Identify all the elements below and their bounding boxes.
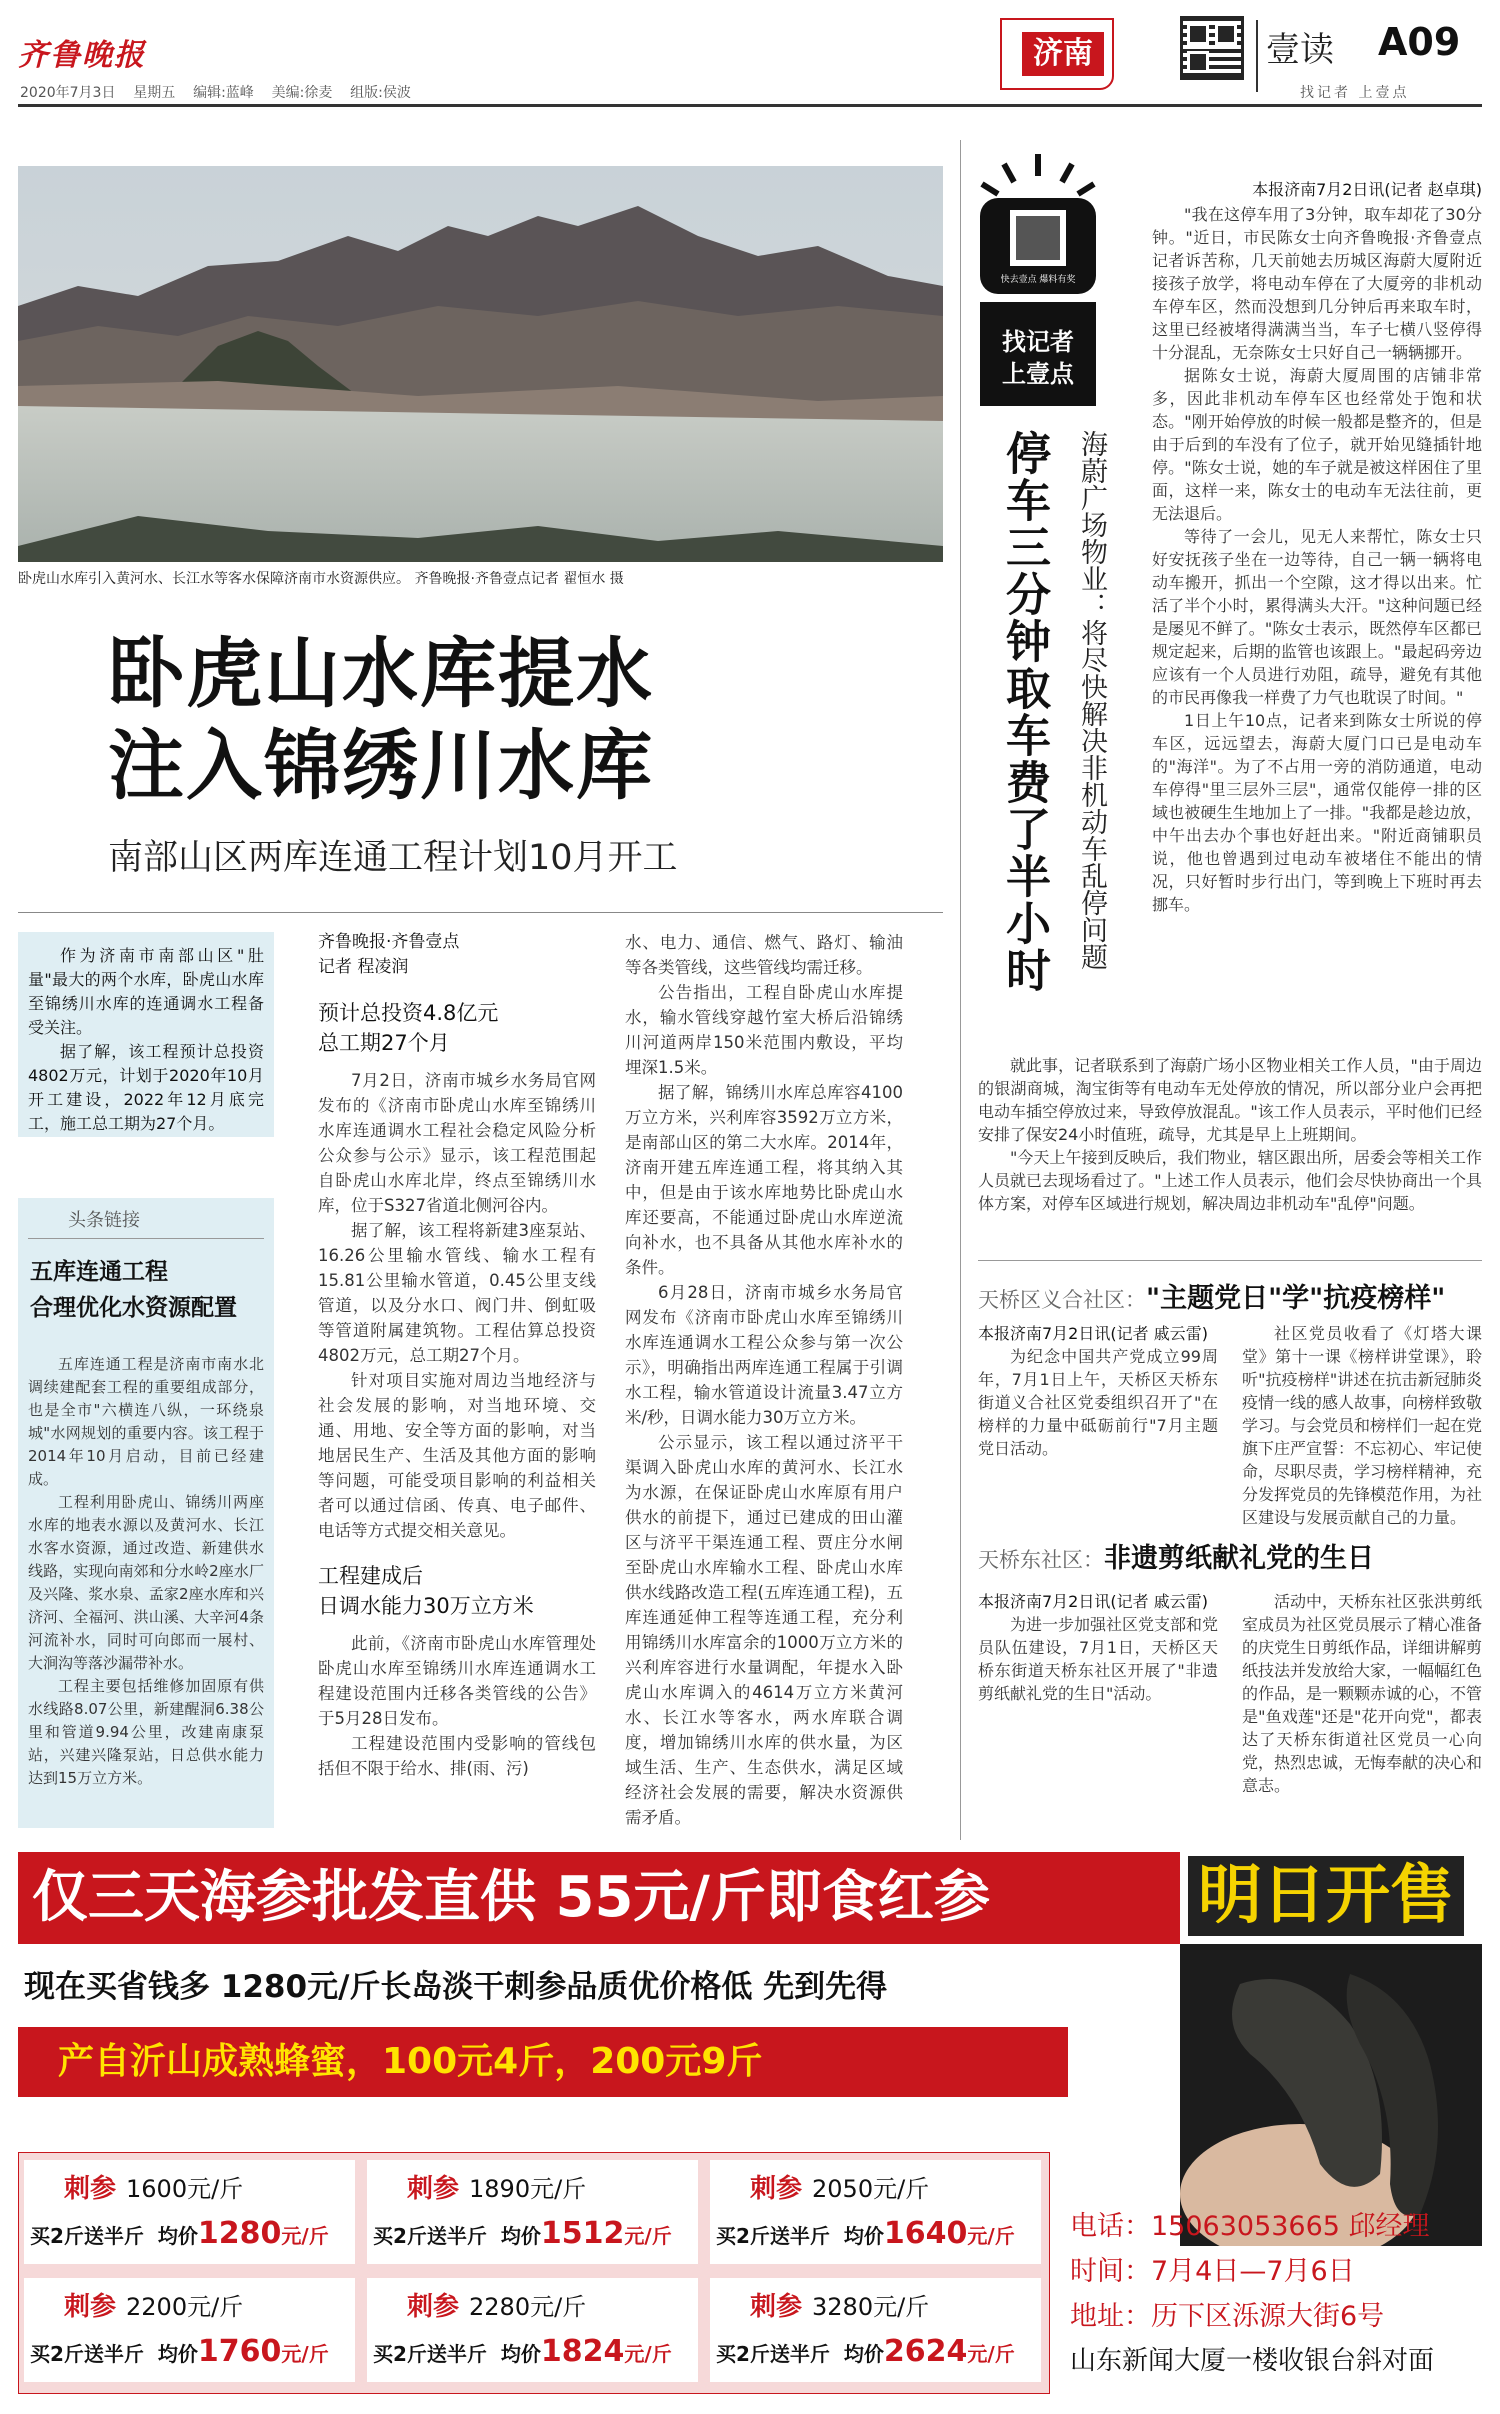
avg-unit: 元/斤 [281,2342,329,2366]
community-news-2-title [978,1536,1374,1575]
page-section-name: 壹读 [1266,30,1334,70]
avg-label: 均价 [157,2342,198,2366]
lead-paragraph-2: 据了解，该工程预计总投资4802万元，计划于2020年10月开工建设，2022年12月底完工，施工总工期为27个月。 [28,1042,264,1133]
related-paragraph-1: 五库连通工程是济南市南水北调续建配套工程的重要组成部分，也是全市"六横连八纵，一环绕泉城"水网规划的重要内容。该工程于2014年10月启动，目前已经建成。 [28,1355,264,1488]
community-news-1-col-2 [1242,1322,1482,1529]
avg-price: 1640 [883,2216,968,2251]
side-paragraph: 就此事，记者联系到了海蔚广场小区物业相关工作人员，"由于周边的银湖商城，淘宝街等有电动车无处停放的情况，所以部分业户会再把电动车插空停放过来，导致停放混乱。"该工作人员表示，平时他们已经安排了保安24小时值班，疏导，尤其是早上上班期间。 [978,1056,1482,1144]
avg-price: 2624 [883,2334,968,2369]
promo-text: 买2斤送半斤 [716,2224,830,2248]
related-link-title [30,1254,237,1326]
related-paragraph-2: 工程利用卧虎山、锦绣川两座水库的地表水源以及黄河水、长江水客水资源，通过改造、新建供水线路，实现向南郊和分水岭2座水厂及兴隆、浆水泉、孟家2座水库和兴济河、全福河、洪山溪、大辛河4条河流补水，同时可向郎而一展村、大涧沟等落沙漏带补水。 [28,1493,264,1672]
price-cell-bottom [30,2216,329,2251]
landscape-image [18,166,943,562]
related-link-label: 头条链接 [68,1210,140,1231]
qr-caption: 快去壹点 爆料有奖 [1000,275,1076,285]
subhead-1-line-1: 预计总投资4.8亿元 [318,1001,499,1025]
issue-weekday: 星期五 [133,85,176,101]
avg-unit: 元/斤 [967,2224,1015,2248]
main-headline [108,628,654,812]
byline-reporter: 记者 程凌润 [318,957,409,977]
avg-price: 1824 [540,2334,625,2369]
news2-prefix: 天桥东社区： [978,1548,1104,1572]
promo-text: 买2斤送半斤 [373,2224,487,2248]
ad-address: 地址：历下区泺源大街6号 [1070,2301,1385,2332]
price-cell [710,2160,1041,2264]
price-cell-top [64,2168,243,2205]
ad-line-3: 产自沂山成熟蜂蜜，100元4斤，200元9斤 [58,2041,763,2082]
side-paragraph: 1日上午10点，记者来到陈女士所说的停车区，远远望去，海蔚大厦门口已是电动车的"海洋"。为了不占用一旁的消防通道，电动车停得"里三层外三层"，通常仅能停一排的区域也被硬生生地加上了一排。"我都是趁边放，中午出去办个事也好赶出来。"附近商铺职员说，他也曾遇到过电动车被堵住不能出的情况，只好暂时步行出门，等到晚上下班时再去挪车。 [1152,711,1482,914]
product-name: 刺参 [407,2174,460,2204]
main-subhead: 南部山区两库连通工程计划10月开工 [108,838,678,878]
price-cell-top [750,2168,929,2205]
related-title-line-2: 合理优化水资源配置 [30,1295,237,1321]
body-paragraph: 此前，《济南市卧虎山水库管理处卧虎山水库至锦绣川水库连通调水工程建设范围内迁移各类管线的公告》于5月28日发布。 [318,1634,596,1728]
side-story-bottom [978,1054,1482,1215]
ad-address-2: 山东新闻大厦一楼收银台斜对面 [1070,2346,1435,2376]
ad-headline: 仅三天海参批发直供 55元/斤即食红参 [32,1865,990,1930]
news1-prefix: 天桥区义合社区： [978,1288,1146,1312]
side-paragraph: "我在这停车用了3分钟，取车却花了30分钟。"近日，市民陈女士向齐鲁晚报·齐鲁壹点记者诉苦称，几天前她去历城区海蔚大厦附近接孩子放学，将电动车停在了大厦旁的非机动车停车区，然而没想到几分钟后再来取车时，这里已经被堵得满满当当，车子七横八竖停得十分混乱，无奈陈女士只好自己一辆辆挪开。 [1152,205,1482,362]
main-column-2 [318,930,596,1781]
price-cell [24,2160,355,2264]
community-news-2-col-1 [978,1590,1218,1705]
avg-unit: 元/斤 [624,2342,672,2366]
section-badge [1000,18,1114,90]
avg-price: 1512 [540,2216,625,2251]
product-name: 刺参 [64,2292,117,2322]
issue-info [20,82,411,102]
reservoir-photo [18,166,943,562]
product-name: 刺参 [64,2174,117,2204]
subhead-2-line-1: 工程建成后 [318,1564,423,1588]
price-cell [710,2278,1041,2382]
price-cell-bottom [373,2216,672,2251]
product-price: 1890元/斤 [469,2175,587,2203]
advertisement [18,1852,1482,2400]
body-paragraph: 6月28日，济南市城乡水务局官网发布《济南市卧虎山水库至锦绣川水库连通调水工程公众参与第一次公示》，明确指出两库连通工程属于引调水工程，输水管道设计流量3.47立方米/秒，日调水能力30万立方米。 [625,1283,903,1427]
avg-label: 均价 [500,2342,541,2366]
side-paragraph: 等待了一会儿，见无人来帮忙，陈女士只好安抚孩子坐在一边等待，自己一辆一辆将电动车搬开，抓出一个空隙，这才得以出来。忙活了半个小时，累得满头大汗。"这种问题已经是屡见不鲜了。"陈女士表示，既然停车区都已规定起来，后期的监管也该跟上。"最起码旁边应该有一个人员进行劝阻，疏导，避免有其他的市民再像我一样费了力气也耽误了时间。" [1152,527,1482,707]
community-news-2-col-2 [1242,1590,1482,1797]
lead-paragraph: 作为济南市南部山区"肚量"最大的两个水库，卧虎山水库至锦绣川水库的连通调水工程备受关注。 [28,946,264,1037]
ad-contact [1070,2204,1480,2384]
community-news-1-title [978,1276,1445,1315]
news1-paragraph: 为纪念中国共产党成立99周年，7月1日上午，天桥区天桥东街道义合社区党委组织召开了"在榜样的力量中砥砺前行"7月主题党日活动。 [978,1347,1218,1458]
main-column-3 [625,930,903,1830]
section-subhead-2 [318,1561,596,1621]
body-paragraph: 工程建设范围内受影响的管线包括但不限于给水、排(雨、污) [318,1734,596,1778]
avg-price: 1760 [197,2334,282,2369]
promo-text: 买2斤送半斤 [716,2342,830,2366]
news1-dateline: 本报济南7月2日讯(记者 戚云雷) [978,1324,1208,1343]
newspaper-logo: 齐鲁晚报 [18,38,146,73]
price-cell [24,2278,355,2382]
body-paragraph: 7月2日，济南市城乡水务局官网发布的《济南市卧虎山水库至锦绣川水库连通调水工程社会稳定风险分析公众参与公示》显示，该工程范围起自卧虎山水库北岸，终点至锦绣川水库，位于S327省道北侧河谷内。 [318,1071,596,1215]
body-paragraph: 据了解，锦绣川水库总库容4100万立方米，兴利库容3592万立方米，是南部山区的第二大水库。2014年，济南开建五库连通工程，将其纳入其中，但是由于该水库地势比卧虎山水库还要高，不能通过卧虎山水库逆流向补水，也不具备从其他水库补水的条件。 [625,1083,903,1277]
price-cell [367,2278,698,2382]
page-number: A09 [1378,20,1461,64]
section-subhead-1 [318,998,596,1058]
product-name: 刺参 [750,2174,803,2204]
ad-badge: 明日开售 [1188,1856,1464,1936]
promo-text: 买2斤送半斤 [30,2342,144,2366]
price-cell [367,2160,698,2264]
avg-unit: 元/斤 [281,2224,329,2248]
price-cell-bottom [716,2334,1015,2369]
headline-line-2: 注入锦绣川水库 [108,721,654,810]
side-dateline: 本报济南7月2日讯(记者 赵卓琪) [1252,180,1482,199]
headline-line-1: 卧虎山水库提水 [108,629,654,718]
lead-box [18,932,274,1137]
issue-date: 2020年7月3日 [20,85,116,101]
designer-credit: 美编:徐麦 [271,85,333,101]
ad-product-photo [1180,1944,1482,2246]
side-paragraph: "今天上午接到反映后，我们物业，辖区跟出所，居委会等相关工作人员就已去现场看过了。"上述工作人员表示，他们会尽快协商出一个具体方案，对停车区域进行规划，解决周边非机动车"乱停"问题。 [978,1148,1482,1213]
promo-text: 买2斤送半斤 [30,2224,144,2248]
masthead-rule [18,104,1482,107]
side-story-title: 停车三分钟取车费了半小时 [998,430,1051,994]
product-name: 刺参 [750,2292,803,2322]
body-paragraph: 针对项目实施对周边当地经济与社会发展的影响，对当地环境、交通、用地、安全等方面的影响，对当地居民生产、生活及其他方面的影响等问题，可能受项目影响的利益相关者可以通过信函、传真、电子邮件、电话等方式提交相关意见。 [318,1371,596,1540]
product-price: 2280元/斤 [469,2293,587,2321]
news2-paragraph: 为进一步加强社区党支部和党员队伍建设，7月1日，天桥区天桥东街道天桥东社区开展了"非遗剪纸献礼党的生日"活动。 [978,1615,1219,1703]
product-price: 3280元/斤 [812,2293,930,2321]
product-price: 2050元/斤 [812,2175,930,2203]
byline [318,930,596,980]
price-cell-top [407,2168,586,2205]
news2-title: 非遗剪纸献礼党的生日 [1104,1543,1374,1574]
news2-dateline: 本报济南7月2日讯(记者 戚云雷) [978,1592,1208,1611]
price-cell-top [407,2286,586,2323]
ad-line-2: 现在买省钱多 1280元/斤长岛淡干刺参品质优价格低 先到先得 [24,1969,888,2005]
subhead-1-line-2: 总工期27个月 [318,1031,450,1055]
price-cell-top [750,2286,929,2323]
brand-label: 找记者 上壹点 [1002,328,1074,388]
sea-cucumber-image [1180,1944,1482,2246]
side-story-subtitle: 海蔚广场物业：将尽快解决非机动车乱停问题 [1076,430,1107,970]
avg-unit: 元/斤 [967,2342,1015,2366]
byline-outlet: 齐鲁晚报·齐鲁壹点 [318,932,460,952]
body-paragraph: 水、电力、通信、燃气、路灯、输油等各类管线，这些管线均需迁移。 [625,933,903,977]
editor-credit: 编辑:蓝峰 [193,85,254,101]
page-tagline: 找记者 上壹点 [1300,85,1410,101]
subhead-2-line-2: 日调水能力30万立方米 [318,1594,534,1618]
price-cell-bottom [716,2216,1015,2251]
qr-code [1180,16,1244,80]
price-cell-bottom [30,2334,329,2369]
avg-unit: 元/斤 [624,2224,672,2248]
side-paragraph: 据陈女士说，海蔚大厦周围的店铺非常多，因此非机动车停车区也经常处于饱和状态。"刚开始停放的时候一般都是整齐的，但是由于后到的车没有了位子，就开始见缝插针地停。"陈女士说，她的车子就是被这样困住了里面，这样一来，陈女士的电动车无法往前，更无法退后。 [1152,366,1482,523]
promo-text: 买2斤送半斤 [373,2342,487,2366]
body-paragraph: 公示显示，该工程以通过济平干渠调入卧虎山水库的黄河水、长江水为水源，在保证卧虎山水库原有用户供水的前提下，通过已建成的田山灌区与济平干渠连通工程、贾庄分水闸至卧虎山水库输水工程、卧虎山水库供水线路改造工程(五库连通工程)，五库连通延伸工程等连通工程，充分利用锦绣川水库富余的1000万立方米的兴利库容进行水量调配，年提水入卧虎山水库调入的4614万立方米黄河水、长江水等客水，两水库联合调度，增加锦绣川水库的供水量，为区域生活、生产、生态供水，满足区域经济社会发展的需要，解决水资源供需矛盾。 [625,1433,903,1827]
side-story-body [1152,178,1482,916]
news1-title: "主题党日"学"抗疫榜样" [1146,1283,1446,1314]
product-price: 2200元/斤 [126,2293,244,2321]
price-cell-bottom [373,2334,672,2369]
proof-credit: 组版:侯波 [350,85,411,101]
product-price: 1600元/斤 [126,2175,244,2203]
related-link-box [18,1198,274,1828]
related-title-line-1: 五库连通工程 [30,1259,168,1285]
product-name: 刺参 [407,2292,460,2322]
price-cell-top [64,2286,243,2323]
avg-label: 均价 [843,2224,884,2248]
news1-paragraph: 社区党员收看了《灯塔大课堂》第十一课《榜样讲堂课》，聆听"抗疫榜样"讲述在抗击新冠肺炎疫情一线的感人故事，向榜样致敬学习。与会党员和榜样们一起在党旗下庄严宣誓：不忘初心、牢记使命，尽职尽责，学习榜样精神，充分发挥党员的先锋模范作用，为社区建设与发展贡献自己的力量。 [1242,1324,1483,1527]
brand-icon [976,150,1100,406]
related-paragraph-3: 工程主要包括维修加固原有供水线路8.07公里，新建醒洞6.38公里和管道9.94公里，改建南康泵站，兴建兴隆泵站，日总供水能力达到15万立方米。 [28,1677,264,1787]
ad-phone: 电话：15063053665 邱经理 [1070,2211,1430,2242]
avg-price: 1280 [197,2216,282,2251]
avg-label: 均价 [843,2342,884,2366]
photo-caption: 卧虎山水库引入黄河水、长江水等客水保障济南市水资源供应。 齐鲁晚报·齐鲁壹点记者 翟恒水 摄 [18,571,624,587]
avg-label: 均价 [157,2224,198,2248]
ad-time: 时间：7月4日—7月6日 [1070,2256,1355,2287]
news2-paragraph: 活动中，天桥东社区张洪剪纸室成员为社区党员展示了精心准备的庆党生日剪纸作品，详细讲解剪纸技法并发放给大家，一幅幅红色的作品，是一颗颗赤诚的心，不管是"鱼戏莲"还是"花开向党"，都表达了天桥东街道社区党员一心向党，热烈忠诚，无悔奉献的决心和意志。 [1242,1592,1483,1795]
body-paragraph: 公告指出，工程自卧虎山水库提水，输水管线穿越竹室大桥后沿锦绣川河道两岸150米范围内敷设，平均埋深1.5米。 [625,983,903,1077]
community-news-1-col-1 [978,1322,1218,1460]
avg-label: 均价 [500,2224,541,2248]
body-paragraph: 据了解，该工程将新建3座泵站、16.26公里输水管线、输水工程有15.81公里输水管道，0.45公里支线管道，以及分水口、阀门井、倒虹吸等管道附属建筑物。工程估算总投资4802万元，总工期27个月。 [318,1221,596,1365]
section-label: 济南 [1022,32,1104,76]
